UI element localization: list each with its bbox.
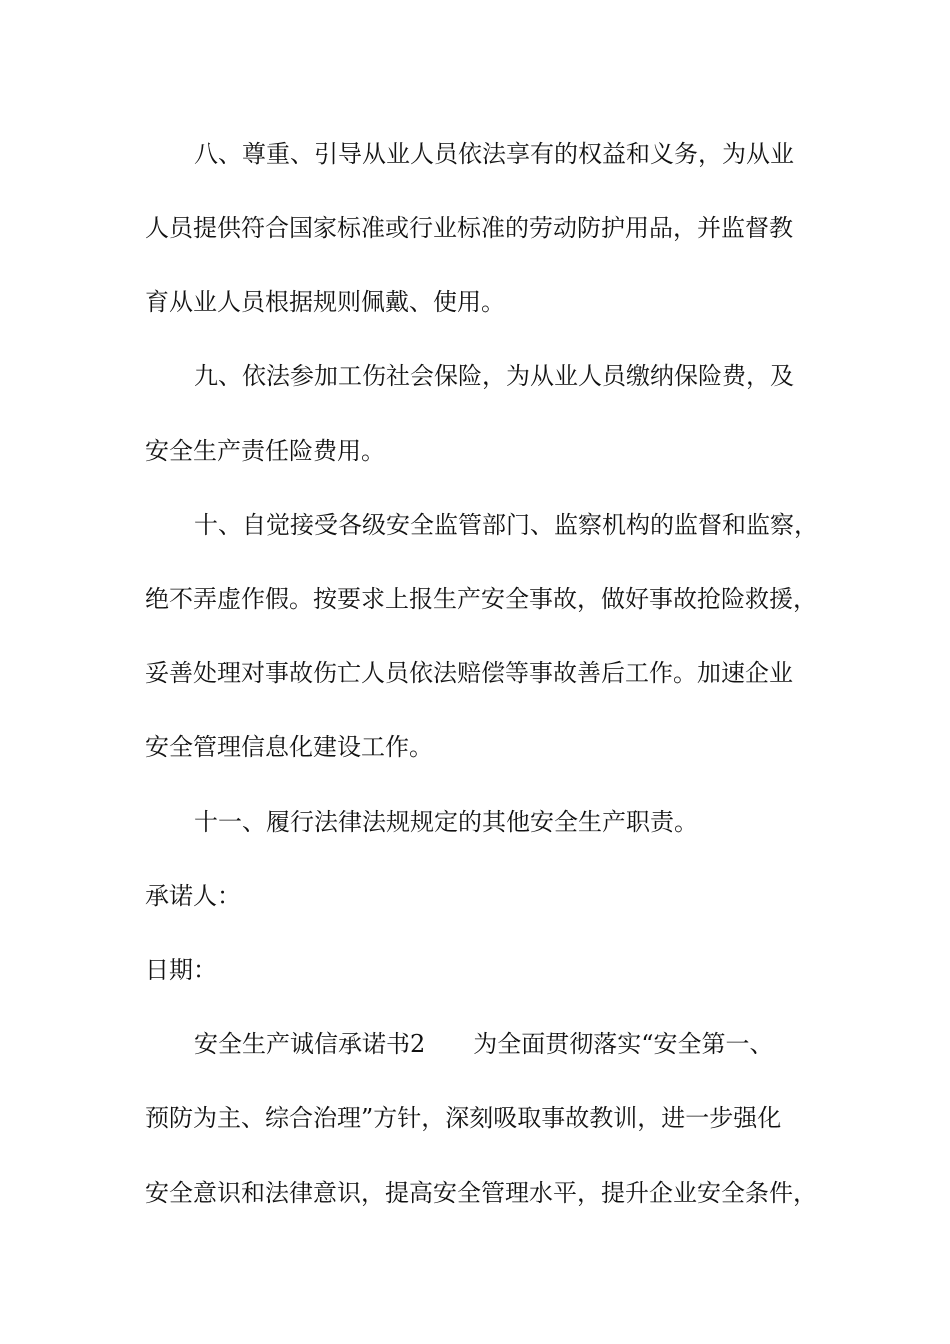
paragraph-line: 十一、履行法律法规规定的其他安全生产职责。 [194, 808, 698, 836]
paragraph-line: 八、尊重、引导从业人员依法享有的权益和义务，为从业 [194, 140, 794, 168]
paragraph-line: 育从业人员根据规则佩戴、使用。 [145, 288, 505, 316]
paragraph-line: 预防为主、综合治理”方针，深刻吸取事故教训，进一步强化 [145, 1104, 782, 1132]
paragraph-line: 安全生产诚信承诺书2 为全面贯彻落实“安全第一、 [194, 1030, 774, 1058]
paragraph-line: 十、自觉接受各级安全监管部门、监察机构的监督和监察， [194, 511, 818, 539]
paragraph-line: 安全意识和法律意识，提高安全管理水平，提升企业安全条件， [145, 1179, 817, 1207]
paragraph-line: 人员提供符合国家标准或行业标准的劳动防护用品，并监督教 [145, 214, 793, 242]
paragraph-line: 安全管理信息化建设工作。 [145, 733, 433, 761]
date-label: 日期： [145, 956, 217, 984]
paragraph-line: 妥善处理对事故伤亡人员依法赔偿等事故善后工作。加速企业 [145, 659, 793, 687]
paragraph-line: 九、依法参加工伤社会保险，为从业人员缴纳保险费，及 [194, 362, 794, 390]
paragraph-line: 绝不弄虚作假。按要求上报生产安全事故，做好事故抢险救援， [145, 585, 817, 613]
paragraph-line: 安全生产责任险费用。 [145, 437, 385, 465]
signatory-label: 承诺人： [145, 882, 241, 910]
